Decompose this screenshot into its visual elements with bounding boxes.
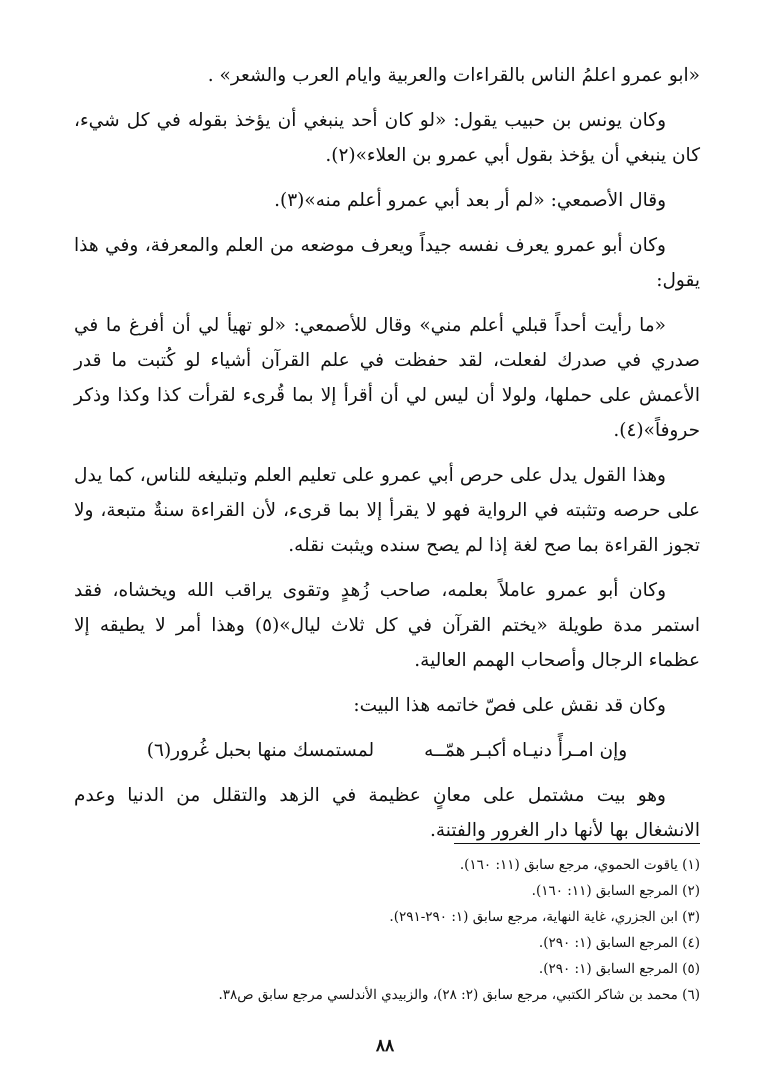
paragraph: «ما رأيت أحداً قبلي أعلم مني» وقال للأصمعي: «لو تهيأ لي أن أفرغ ما في صدري في صدرك لفعلت، لقد حفظت في علم القرآن أشياء لو كُتبت ما قدر الأعمش على حملها، ولولا أن ليس لي أن أقرأ إلا بما قُرىء لقرأت كذا وكذا وذكر حروفاً»(٤). xyxy=(74,315,700,441)
paragraph: وهو بيت مشتمل على معانٍ عظيمة في الزهد والتقلل من الدنيا وعدم الانشغال بها لأنها دار الغرور والفتنة. xyxy=(74,785,700,841)
page-number: ٨٨ xyxy=(375,1036,395,1056)
footnote: (٣) ابن الجزري، غاية النهاية، مرجع سابق (١: ٢٩٠-٢٩١). xyxy=(389,909,700,925)
footnote: (٦) محمد بن شاكر الكتبي، مرجع سابق (٢: ٢٨)، والزبيدي الأندلسي مرجع سابق ص٣٨. xyxy=(218,987,700,1003)
footnote-separator xyxy=(454,843,700,844)
paragraph: وكان يونس بن حبيب يقول: «لو كان أحد ينبغي أن يؤخذ بقوله في كل شيء، كان ينبغي أن يؤخذ بقول أبي عمرو بن العلاء»(٢). xyxy=(74,110,700,166)
paragraph: وقال الأصمعي: «لم أر بعد أبي عمرو أعلم منه»(٣). xyxy=(274,190,666,211)
poetry-verse xyxy=(74,733,700,768)
footnote: (١) ياقوت الحموي، مرجع سابق (١١: ١٦٠). xyxy=(459,857,700,873)
paragraph: وهذا القول يدل على حرص أبي عمرو على تعليم العلم وتبليغه للناس، كما يدل على حرصه وتثبته في الرواية فهو لا يقرأ إلا بما قرىء، لأن القراءة سنةٌ متبعة، ولا تجوز القراءة بما صح لغة إذا لم يصح سنده ويثبت نقله. xyxy=(74,465,700,556)
footnote: (٢) المرجع السابق (١١: ١٦٠). xyxy=(531,883,700,899)
paragraph: وكان أبو عمرو عاملاً بعلمه، صاحب زُهدٍ وتقوى يراقب الله ويخشاه، فقد استمر مدة طويلة «يختم القرآن في كل ثلاث ليال»(٥) وهذا أمر لا يطيقه إلا عظماء الرجال وأصحاب الهمم العالية. xyxy=(74,580,700,671)
verse-second-half: لمستمسك منها بحبل غُرور(٦) xyxy=(146,740,375,761)
paragraph: وكان أبو عمرو يعرف نفسه جيداً ويعرف موضعه من العلم والمعرفة، وفي هذا يقول: xyxy=(74,235,700,291)
footnotes xyxy=(74,852,700,1008)
paragraph: «ابو عمرو اعلمُ الناس بالقراءات والعربية وايام العرب والشعر» . xyxy=(207,65,700,86)
verse-first-half: وإن امـرأً دنيـاه أكبـر همّــه xyxy=(424,740,628,761)
footnote: (٥) المرجع السابق (١: ٢٩٠). xyxy=(538,961,700,977)
paragraph: وكان قد نقش على فصّ خاتمه هذا البيت: xyxy=(353,695,666,716)
main-text xyxy=(74,58,700,858)
footnote: (٤) المرجع السابق (١: ٢٩٠). xyxy=(538,935,700,951)
